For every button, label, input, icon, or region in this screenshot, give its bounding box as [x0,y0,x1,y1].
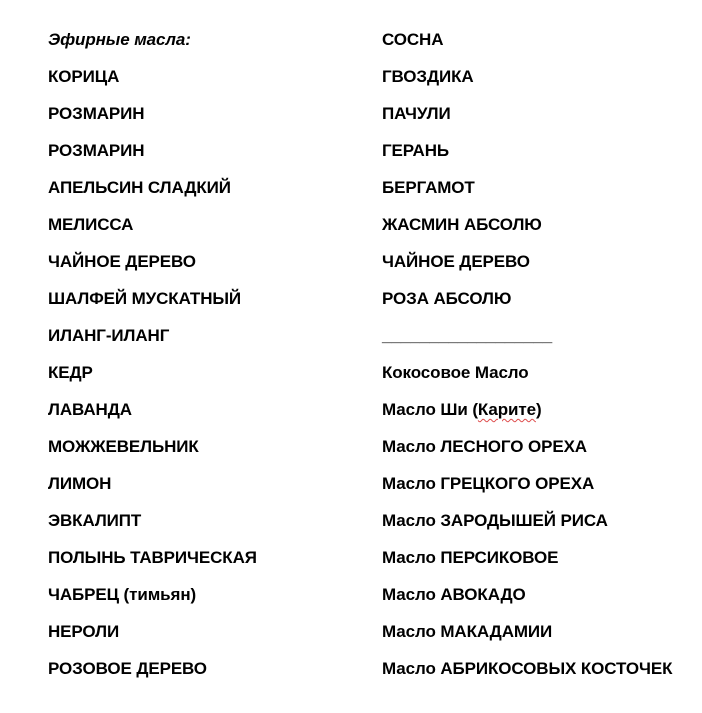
oil-item: РОЗМАРИН [48,141,145,160]
oil-item: РОЗОВОЕ ДЕРЕВО [48,659,207,678]
oil-item: ИЛАНГ-ИЛАНГ [48,326,170,345]
base-oil-item: Масло АБРИКОСОВЫХ КОСТОЧЕК [382,659,673,678]
base-oil-item: Масло ПЕРСИКОВОЕ [382,548,559,567]
oil-item: ГВОЗДИКА [382,67,474,86]
base-oil-item: Кокосовое Масло [382,363,529,382]
oil-item: ГЕРАНЬ [382,141,449,160]
oil-item: ШАЛФЕЙ МУСКАТНЫЙ [48,289,242,308]
oil-item: ЖАСМИН АБСОЛЮ [382,215,542,234]
oil-item: КЕДР [48,363,93,382]
oil-item: МОЖЖЕВЕЛЬНИК [48,437,199,456]
oil-item: ЧАЙНОЕ ДЕРЕВО [382,252,530,271]
essential-oils-heading: Эфирные масла: [48,30,191,49]
oil-item: ПОЛЫНЬ ТАВРИЧЕСКАЯ [48,548,257,567]
oil-item: БЕРГАМОТ [382,178,475,197]
base-oil-item: Масло ГРЕЦКОГО ОРЕХА [382,474,595,493]
oil-item: ЛАВАНДА [48,400,132,419]
oil-item: РОЗА АБСОЛЮ [382,289,512,308]
base-oil-item: Масло АВОКАДО [382,585,526,604]
oil-item: СОСНА [382,30,444,49]
oil-item: НЕРОЛИ [48,622,120,641]
oil-item: ЧАЙНОЕ ДЕРЕВО [48,252,196,271]
left-column [48,0,257,687]
oil-item: ЛИМОН [48,474,112,493]
misspelled-word: Карите [477,400,536,419]
oil-item: ЧАБРЕЦ (тимьян) [48,585,197,604]
oil-item: ПАЧУЛИ [382,104,451,123]
separator-line: __________________ [382,326,553,345]
base-oil-text-suffix: ) [535,400,542,419]
oil-item: РОЗМАРИН [48,104,145,123]
base-oil-item [382,391,672,428]
oil-item: ЭВКАЛИПТ [48,511,142,530]
oil-item: КОРИЦА [48,67,120,86]
base-oil-item: Масло МАКАДАМИИ [382,622,553,641]
oil-item: МЕЛИССА [48,215,134,234]
right-column [382,0,672,687]
base-oil-item: Масло ЗАРОДЫШЕЙ РИСА [382,511,608,530]
oil-item: АПЕЛЬСИН СЛАДКИЙ [48,178,231,197]
base-oil-text-prefix: Масло Ши ( [382,400,478,419]
base-oil-item: Масло ЛЕСНОГО ОРЕХА [382,437,587,456]
